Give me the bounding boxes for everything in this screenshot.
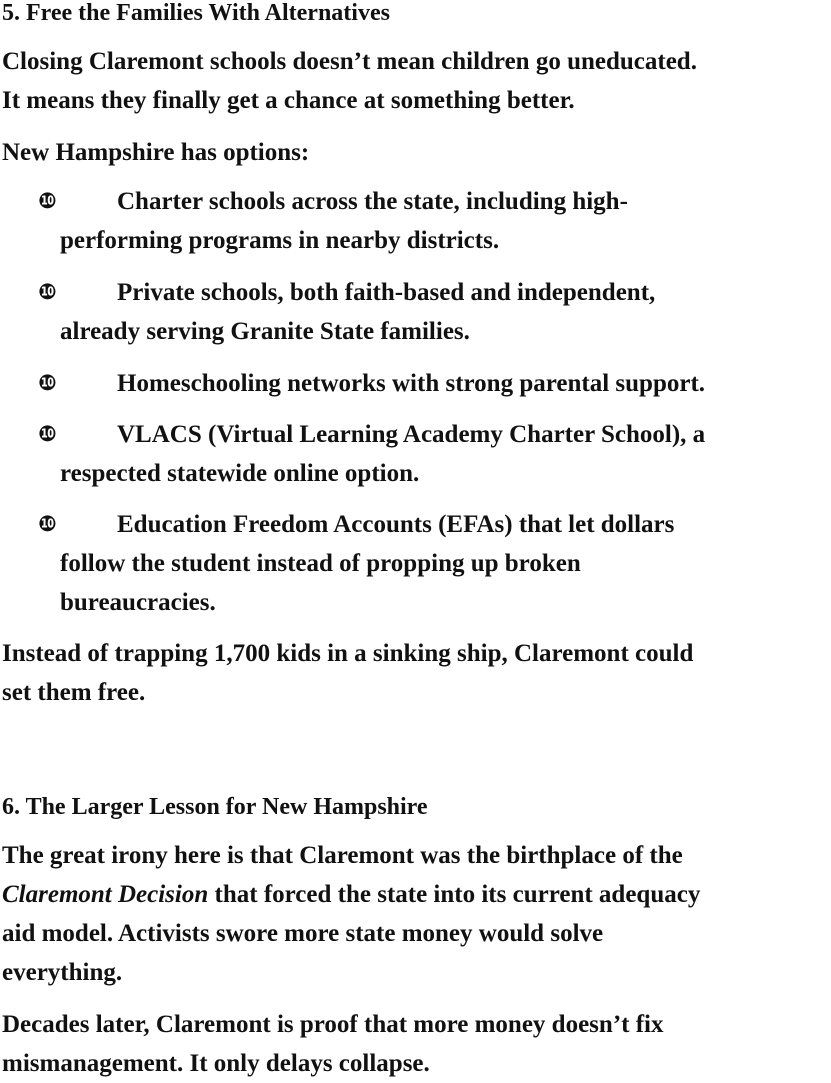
closing-line-1: Instead of trapping 1,700 kids in a sinking ship, Claremont could	[2, 640, 694, 667]
claremont-decision-title: Claremont Decision	[2, 881, 209, 908]
p1-line-3: aid model. Activists swore more state money would solve	[2, 920, 604, 947]
circled-ten-bullet-icon: ❿	[38, 189, 57, 214]
intro-line-2: It means they finally get a chance at something better.	[2, 87, 575, 114]
section-5-closing	[2, 634, 693, 712]
list-item-line-1: Homeschooling networks with strong parental support.	[117, 370, 706, 397]
list-item	[0, 415, 831, 493]
options-lead	[2, 133, 309, 172]
list-item-line-1: Education Freedom Accounts (EFAs) that let dollars	[117, 511, 675, 538]
section-6-heading: 6. The Larger Lesson for New Hampshire	[2, 794, 428, 820]
p1-line-2-rest: that forced the state into its current adequacy	[208, 881, 701, 908]
p2-line-1: Decades later, Claremont is proof that more money doesn’t fix	[2, 1011, 664, 1038]
circled-ten-bullet-icon: ❿	[38, 512, 57, 537]
circled-ten-bullet-icon: ❿	[38, 422, 57, 447]
list-item-line-1: Charter schools across the state, including high-	[117, 188, 628, 215]
circled-ten-bullet-icon: ❿	[38, 280, 57, 305]
section-6-paragraph-1	[2, 836, 700, 992]
list-item	[0, 505, 831, 622]
list-item-line-2: follow the student instead of propping up broken	[60, 550, 581, 577]
list-item-line-1: VLACS (Virtual Learning Academy Charter School), a	[117, 421, 706, 448]
section-5-intro	[2, 42, 697, 120]
p1-line-1: The great irony here is that Claremont was the birthplace of the	[2, 842, 683, 869]
section-6-paragraph-2	[2, 1005, 664, 1083]
p1-line-2	[2, 875, 700, 914]
list-item	[0, 182, 831, 260]
p1-line-4: everything.	[2, 959, 123, 986]
options-lead-text: New Hampshire has options:	[2, 139, 310, 166]
list-item-line-3: bureaucracies.	[60, 589, 216, 616]
p2-line-2: mismanagement. It only delays collapse.	[2, 1050, 430, 1077]
list-item	[0, 364, 831, 403]
intro-line-1: Closing Claremont schools doesn’t mean children go uneducated.	[2, 48, 697, 75]
list-item-line-2: respected statewide online option.	[60, 460, 420, 487]
closing-line-2: set them free.	[2, 679, 146, 706]
list-item-line-1: Private schools, both faith-based and independent,	[117, 279, 656, 306]
section-5-heading: 5. Free the Families With Alternatives	[2, 0, 390, 26]
list-item-line-2: already serving Granite State families.	[60, 318, 470, 345]
list-item-line-2: performing programs in nearby districts.	[60, 227, 500, 254]
list-item	[0, 273, 831, 351]
circled-ten-bullet-icon: ❿	[38, 371, 57, 396]
